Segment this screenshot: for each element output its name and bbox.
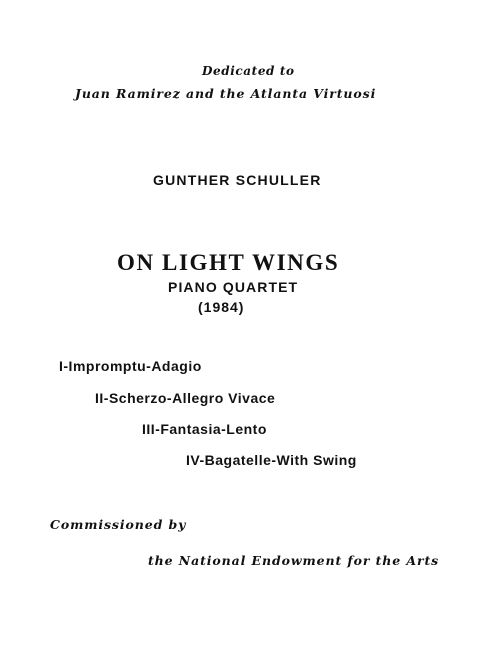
- movement-item: III-Fantasia-Lento: [142, 421, 267, 437]
- dedicatee-line: Juan Ramirez and the Atlanta Virtuosi: [75, 86, 377, 101]
- commissioning-body: the National Endowment for the Arts: [148, 553, 440, 568]
- movement-item: I-Impromptu-Adagio: [59, 358, 202, 374]
- commission-heading: Commissioned by: [50, 517, 187, 532]
- work-subtitle: PIANO QUARTET: [168, 279, 299, 295]
- movement-item: II-Scherzo-Allegro Vivace: [95, 390, 276, 406]
- work-title: ON LIGHT WINGS: [117, 250, 340, 275]
- dedication-heading: Dedicated to: [202, 64, 295, 78]
- composer-name: GUNTHER SCHULLER: [153, 172, 322, 188]
- movement-item: IV-Bagatelle-With Swing: [186, 452, 357, 468]
- work-year: (1984): [198, 299, 245, 315]
